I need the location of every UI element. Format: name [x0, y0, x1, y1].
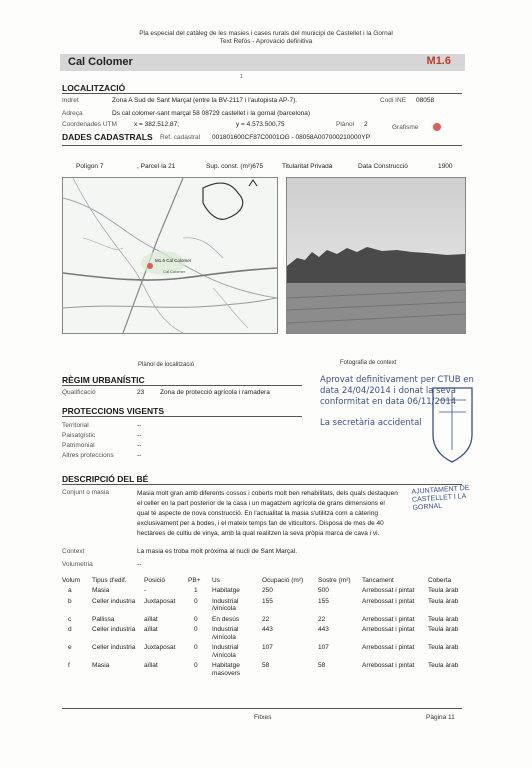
column-header: Sostre (m²) — [318, 577, 351, 584]
table-cell: aïllat — [144, 662, 158, 669]
footer-rule — [62, 708, 462, 709]
table-cell: Celler industria — [92, 597, 136, 605]
proteccions-heading: PROTECCIONS VIGENTS — [62, 406, 302, 417]
footer-page-number: Pàgina 11 — [426, 714, 455, 721]
table-cell: 58 — [318, 662, 326, 669]
table-cell: aïllat — [144, 626, 158, 633]
description-line: exclusivament per a bodes, i el mateix temps fan de viticultors. Disposa de mes de 40 — [137, 520, 384, 527]
table-cell: Teula àrab — [428, 615, 459, 623]
proteccio-row — [62, 452, 141, 462]
table-cell: Arrebossat i pintat — [362, 597, 415, 605]
table-cell: Celler industria — [92, 626, 136, 633]
table-row — [62, 662, 468, 680]
table-cell: Habitatge — [212, 587, 240, 594]
adreca-label: Adreça — [62, 110, 83, 117]
conjunt-label: Conjunt o masia — [62, 489, 109, 496]
location-map — [62, 177, 278, 334]
codi-ine-label: Codi INE — [380, 97, 407, 104]
table-cell: a — [68, 587, 72, 594]
proteccio-label: Paisatgístic — [62, 432, 96, 439]
stamp-line-1: Aprovat definitivament per CTUB en — [320, 375, 474, 385]
table-cell: Habitatge masovers — [212, 662, 241, 677]
table-cell: 58 — [262, 662, 270, 669]
description-line: Masia molt gran amb diferents cossos i coberts molt ben rehabilitats, dels quals destaquen — [137, 490, 398, 497]
seal-text: AJUNTAMENT DE CASTELLET I LA GORNAL — [411, 484, 470, 512]
descripcio-heading: DESCRIPCIÓ DEL BÉ — [62, 474, 462, 485]
table-cell: 22 — [318, 615, 326, 623]
table-cell: Masia — [92, 587, 110, 594]
column-header: Posició — [144, 577, 165, 584]
column-header: PB+ — [188, 577, 201, 584]
table-cell: 0 — [194, 626, 198, 633]
volumetria-value: -- — [137, 561, 142, 568]
table-row — [62, 598, 468, 616]
utm-label: Coordenades UTM — [62, 121, 117, 128]
table-cell: 1 — [194, 587, 198, 594]
description-line: qual té aspecte de nova construcció. En l'actualitat la masia s'utilitza com a càtering — [137, 510, 378, 517]
map-label-1: M1.6 Cal Colomer — [155, 258, 192, 263]
table-cell: Teula àrab — [428, 587, 459, 594]
volumes-table — [62, 577, 468, 680]
table-cell: Pallissa — [92, 615, 115, 623]
proteccions-list — [62, 422, 141, 462]
table-cell: 0 — [194, 662, 198, 669]
table-cell: Arrebossat i pintat — [362, 615, 415, 623]
table-cell: Arrebossat i pintat — [362, 626, 415, 633]
table-cell: 155 — [262, 597, 273, 605]
proteccio-value: -- — [137, 432, 142, 439]
parcela: , Parcel·la 21 — [137, 163, 176, 170]
indret-value: Zona A Sud de Sant Marçal (entre la BV-2117 i l'autopista AP-7). — [112, 97, 298, 104]
sup-const: Sup. const. (m²)675 — [206, 163, 264, 170]
column-header: Ocupació (m²) — [262, 577, 304, 584]
cadastrals-heading: DADES CADASTRALS — [62, 132, 153, 142]
table-cell: Industrial /vinícola — [212, 626, 239, 641]
context-value: La masia es troba molt pròxima al nucli de Sant Marçal. — [137, 548, 298, 555]
column-header: Tipus d'edif. — [92, 577, 127, 584]
header-line-2: Text Refós - Aprovació definitiva — [219, 38, 313, 45]
proteccio-row — [62, 442, 141, 452]
table-cell: Arrebossat i pintat — [362, 644, 415, 651]
cadastrals-rule — [62, 145, 462, 146]
table-cell: 443 — [262, 626, 273, 633]
conjunt-description — [137, 489, 398, 539]
adreca-value: Ds cal colomer-sant marçal 58 08729 castellet i la gornal (barcelona) — [112, 110, 310, 117]
qualificacio-num: 23 — [137, 389, 145, 396]
table-cell: e — [68, 644, 72, 651]
table-cell: d — [68, 626, 72, 633]
qualificacio-value: Zona de protecció agrícola i ramadera — [160, 389, 270, 396]
table-cell: c — [68, 615, 72, 623]
table-row — [62, 587, 468, 598]
table-cell: 155 — [318, 597, 329, 605]
page-mark: 1 — [240, 74, 243, 80]
table-cell: 500 — [318, 587, 329, 594]
photo-caption: Fotografia de context — [340, 360, 397, 366]
table-cell: 250 — [262, 587, 273, 594]
titularitat: Titularitat Privada — [282, 163, 333, 170]
description-line: el celler en la part posterior de la casa i un magatzem agrícola de grans dimensions el — [137, 500, 385, 507]
table-cell: Juxtaposat — [144, 597, 176, 605]
stamp-line-3: conformitat en data 06/11/2014 — [320, 397, 457, 407]
table-cell: 0 — [194, 644, 198, 651]
header-line-1: Pla especial del catàleg de les masies i cases rurals del municipi de Castellet i la Gornal — [139, 30, 393, 37]
localitzacio-heading: LOCALITZACIÓ — [62, 83, 462, 94]
context-photo — [286, 177, 466, 334]
grafisme-label: Grafisme — [392, 124, 419, 131]
table-cell: Juxtaposat — [144, 644, 176, 651]
table-cell: 443 — [318, 626, 329, 633]
table-cell: 107 — [318, 644, 329, 651]
table-row — [62, 616, 468, 627]
table-cell: b — [68, 597, 72, 605]
table-cell: Arrebossat i pintat — [362, 662, 415, 669]
table-cell: 22 — [262, 615, 270, 623]
stamp-line-2: data 24/04/2014 i donat la seva — [320, 386, 456, 396]
table-row — [62, 626, 468, 644]
data-construccio-value: 1900 — [438, 163, 453, 170]
table-cell: 107 — [262, 644, 273, 651]
table-cell: Teula àrab — [428, 662, 459, 669]
qualificacio-label: Qualificació — [62, 389, 96, 396]
masia-code: M1.6 — [426, 55, 451, 67]
proteccio-row — [62, 422, 141, 432]
title-bar — [60, 54, 465, 71]
proteccio-row — [62, 432, 141, 442]
proteccio-label: Territorial — [62, 422, 89, 429]
table-body — [62, 587, 468, 680]
table-cell: - — [144, 587, 147, 594]
table-cell: f — [68, 662, 70, 669]
ref-label: Ref. cadastral — [160, 134, 201, 141]
proteccio-value: -- — [137, 422, 142, 429]
description-line: hectàrees de cultiu de vinya, amb la qual realitzen la seva pròpia marca de cava i vi. — [137, 530, 380, 537]
table-cell: Arrebossat i pintat — [362, 587, 415, 594]
table-row — [62, 644, 468, 662]
planol-value: 2 — [364, 121, 368, 128]
column-header: Volum — [62, 577, 81, 584]
grafisme-dot — [433, 123, 441, 131]
indret-label: Indret — [62, 97, 79, 104]
footer-center: Fitxes — [254, 714, 272, 721]
ref-value: 001801600CF87C0001OG - 08058A007000210000YP — [212, 134, 370, 141]
table-cell: Industrial /vinícola — [212, 644, 239, 659]
document-header — [0, 30, 532, 46]
table-cell: Teula àrab — [428, 626, 459, 633]
proteccio-label: Patrimonial — [62, 442, 95, 449]
photo-drawing — [287, 178, 465, 333]
planol-label: Plànol — [336, 121, 355, 128]
column-header: Tancament — [362, 577, 394, 584]
table-cell: 0 — [194, 615, 198, 623]
table-cell: 0 — [194, 597, 198, 605]
masia-name: Cal Colomer — [68, 56, 133, 68]
table-cell: aïllat — [144, 615, 158, 623]
map-drawing — [63, 178, 277, 333]
column-header: Coberta — [428, 577, 452, 584]
municipal-seal — [425, 380, 480, 465]
proteccio-value: -- — [137, 452, 142, 459]
table-cell: Teula àrab — [428, 644, 459, 651]
table-cell: Industrial /vinícola — [212, 597, 239, 612]
column-header: Us — [212, 577, 220, 584]
utm-y: y = 4.573.500,75 — [236, 121, 285, 128]
data-construccio-label: Data Construcció — [358, 163, 408, 170]
table-cell: Masia — [92, 662, 110, 669]
stamp-line-4: La secretària accidental — [320, 418, 422, 428]
context-label: Context — [62, 548, 85, 555]
proteccio-label: Altres proteccions — [62, 452, 114, 459]
table-header-row — [62, 577, 468, 587]
table-cell: Celler industria — [92, 644, 136, 651]
map-label-2: Cal Colomer — [163, 269, 186, 274]
codi-ine-value: 08058 — [416, 97, 435, 104]
table-cell: Teula àrab — [428, 597, 459, 605]
proteccio-value: -- — [137, 442, 142, 449]
volumetria-label: Volumetria — [62, 561, 93, 568]
table-cell: En desús — [212, 615, 240, 623]
poligon: Polígon 7 — [76, 163, 104, 170]
utm-x: x = 382.512,87; — [134, 121, 179, 128]
map-caption: Plànol de localització — [138, 362, 195, 368]
regim-heading: RÈGIM URBANÍSTIC — [62, 375, 302, 386]
